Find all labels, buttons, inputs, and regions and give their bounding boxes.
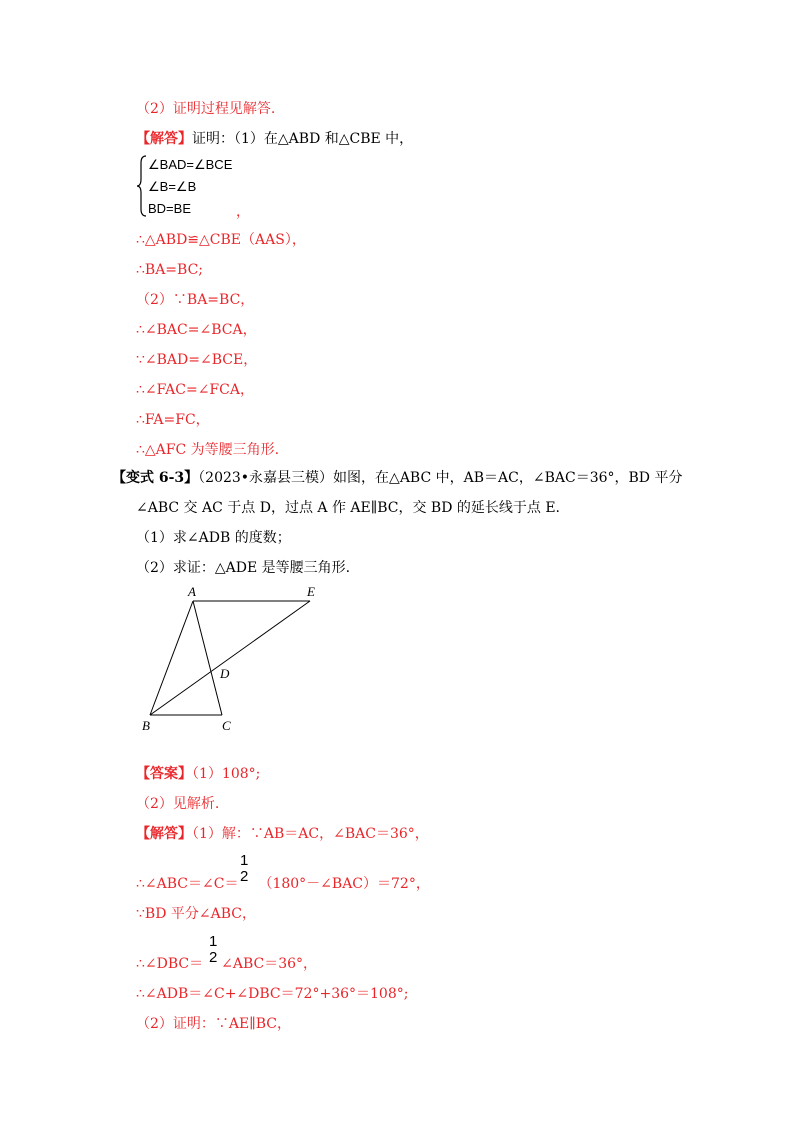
text-line: ∴∠FAC=∠FCA， <box>136 382 254 398</box>
geometry-figure <box>130 580 340 740</box>
segment-BE <box>150 601 310 715</box>
question-line: ∠ABC 交 AC 于点 D，过点 A 作 AE∥BC，交 BD 的延长线于点 E. <box>136 500 560 516</box>
solution-text: （180°－∠BAC）＝72°， <box>258 876 430 892</box>
text-line: ∴△AFC 为等腰三角形. <box>136 442 280 458</box>
answer-tag: 【答案】 <box>136 766 192 782</box>
solution-text: ∴∠DBC＝ <box>136 956 204 972</box>
solution-line <box>136 954 317 974</box>
solution-text: （1）解：∵AB＝AC，∠BAC＝36°， <box>192 826 429 842</box>
answer-line <box>136 764 260 784</box>
solution-line: ∴∠ADB＝∠C+∠DBC＝72°+36°＝108°; <box>136 986 409 1002</box>
fraction-numerator: 1 <box>209 933 218 950</box>
system-line: ∠BAD=∠BCE <box>148 157 233 172</box>
point-label-B: B <box>142 718 150 733</box>
segment-AC <box>193 601 222 715</box>
solution-text: ∠ABC＝36°， <box>221 956 318 972</box>
text-line: ∴FA=FC， <box>136 412 210 428</box>
system-line: BD=BE <box>148 201 191 216</box>
point-label-E: E <box>307 584 315 599</box>
text-line: ∴BA=BC; <box>136 262 204 278</box>
solution-text: 证明：（1）在△ABD 和△CBE 中， <box>192 131 414 147</box>
fraction-denominator: 2 <box>240 868 249 885</box>
fraction-denominator: 2 <box>209 949 218 966</box>
brace-icon <box>136 155 148 217</box>
fraction-one-half <box>209 934 217 966</box>
system-line: ∠B=∠B <box>148 179 197 194</box>
question-text: （2023•永嘉县三模）如图，在△ABC 中，AB＝AC，∠BAC＝36°，BD 平分 <box>198 470 683 486</box>
text-line: ∴△ABD≌△CBE（AAS）， <box>136 232 306 248</box>
question-line <box>112 468 682 488</box>
solution-line: （2）证明：∵AE∥BC， <box>136 1016 291 1032</box>
point-label-D: D <box>220 666 230 681</box>
point-label-C: C <box>222 718 231 733</box>
point-label-A: A <box>188 584 196 599</box>
answer-line: （2）见解析. <box>136 796 220 812</box>
question-tag: 【变式 6-3】 <box>112 470 199 486</box>
solution-tag: 【解答】 <box>136 131 192 147</box>
solution-line <box>136 874 430 894</box>
comma: ， <box>236 204 250 220</box>
text-line: （2）证明过程见解答. <box>136 101 276 117</box>
solution-line: ∵BD 平分∠ABC， <box>136 906 256 922</box>
answer-text: （1）108°; <box>192 766 261 782</box>
text-line <box>136 129 413 149</box>
question-part: （1）求∠ADB 的度数； <box>136 530 291 546</box>
solution-line <box>136 824 429 844</box>
text-line: （2）∵BA=BC， <box>136 292 255 308</box>
fraction-numerator: 1 <box>240 852 249 869</box>
text-line: ∴∠BAC=∠BCA， <box>136 322 257 338</box>
question-part: （2）求证：△ADE 是等腰三角形. <box>136 560 351 576</box>
fraction-one-half <box>240 853 248 885</box>
solution-tag: 【解答】 <box>136 826 192 842</box>
solution-text: ∴∠ABC＝∠C＝ <box>136 876 239 892</box>
text-line: ∵∠BAD=∠BCE， <box>136 352 258 368</box>
segment-AB <box>150 601 193 715</box>
